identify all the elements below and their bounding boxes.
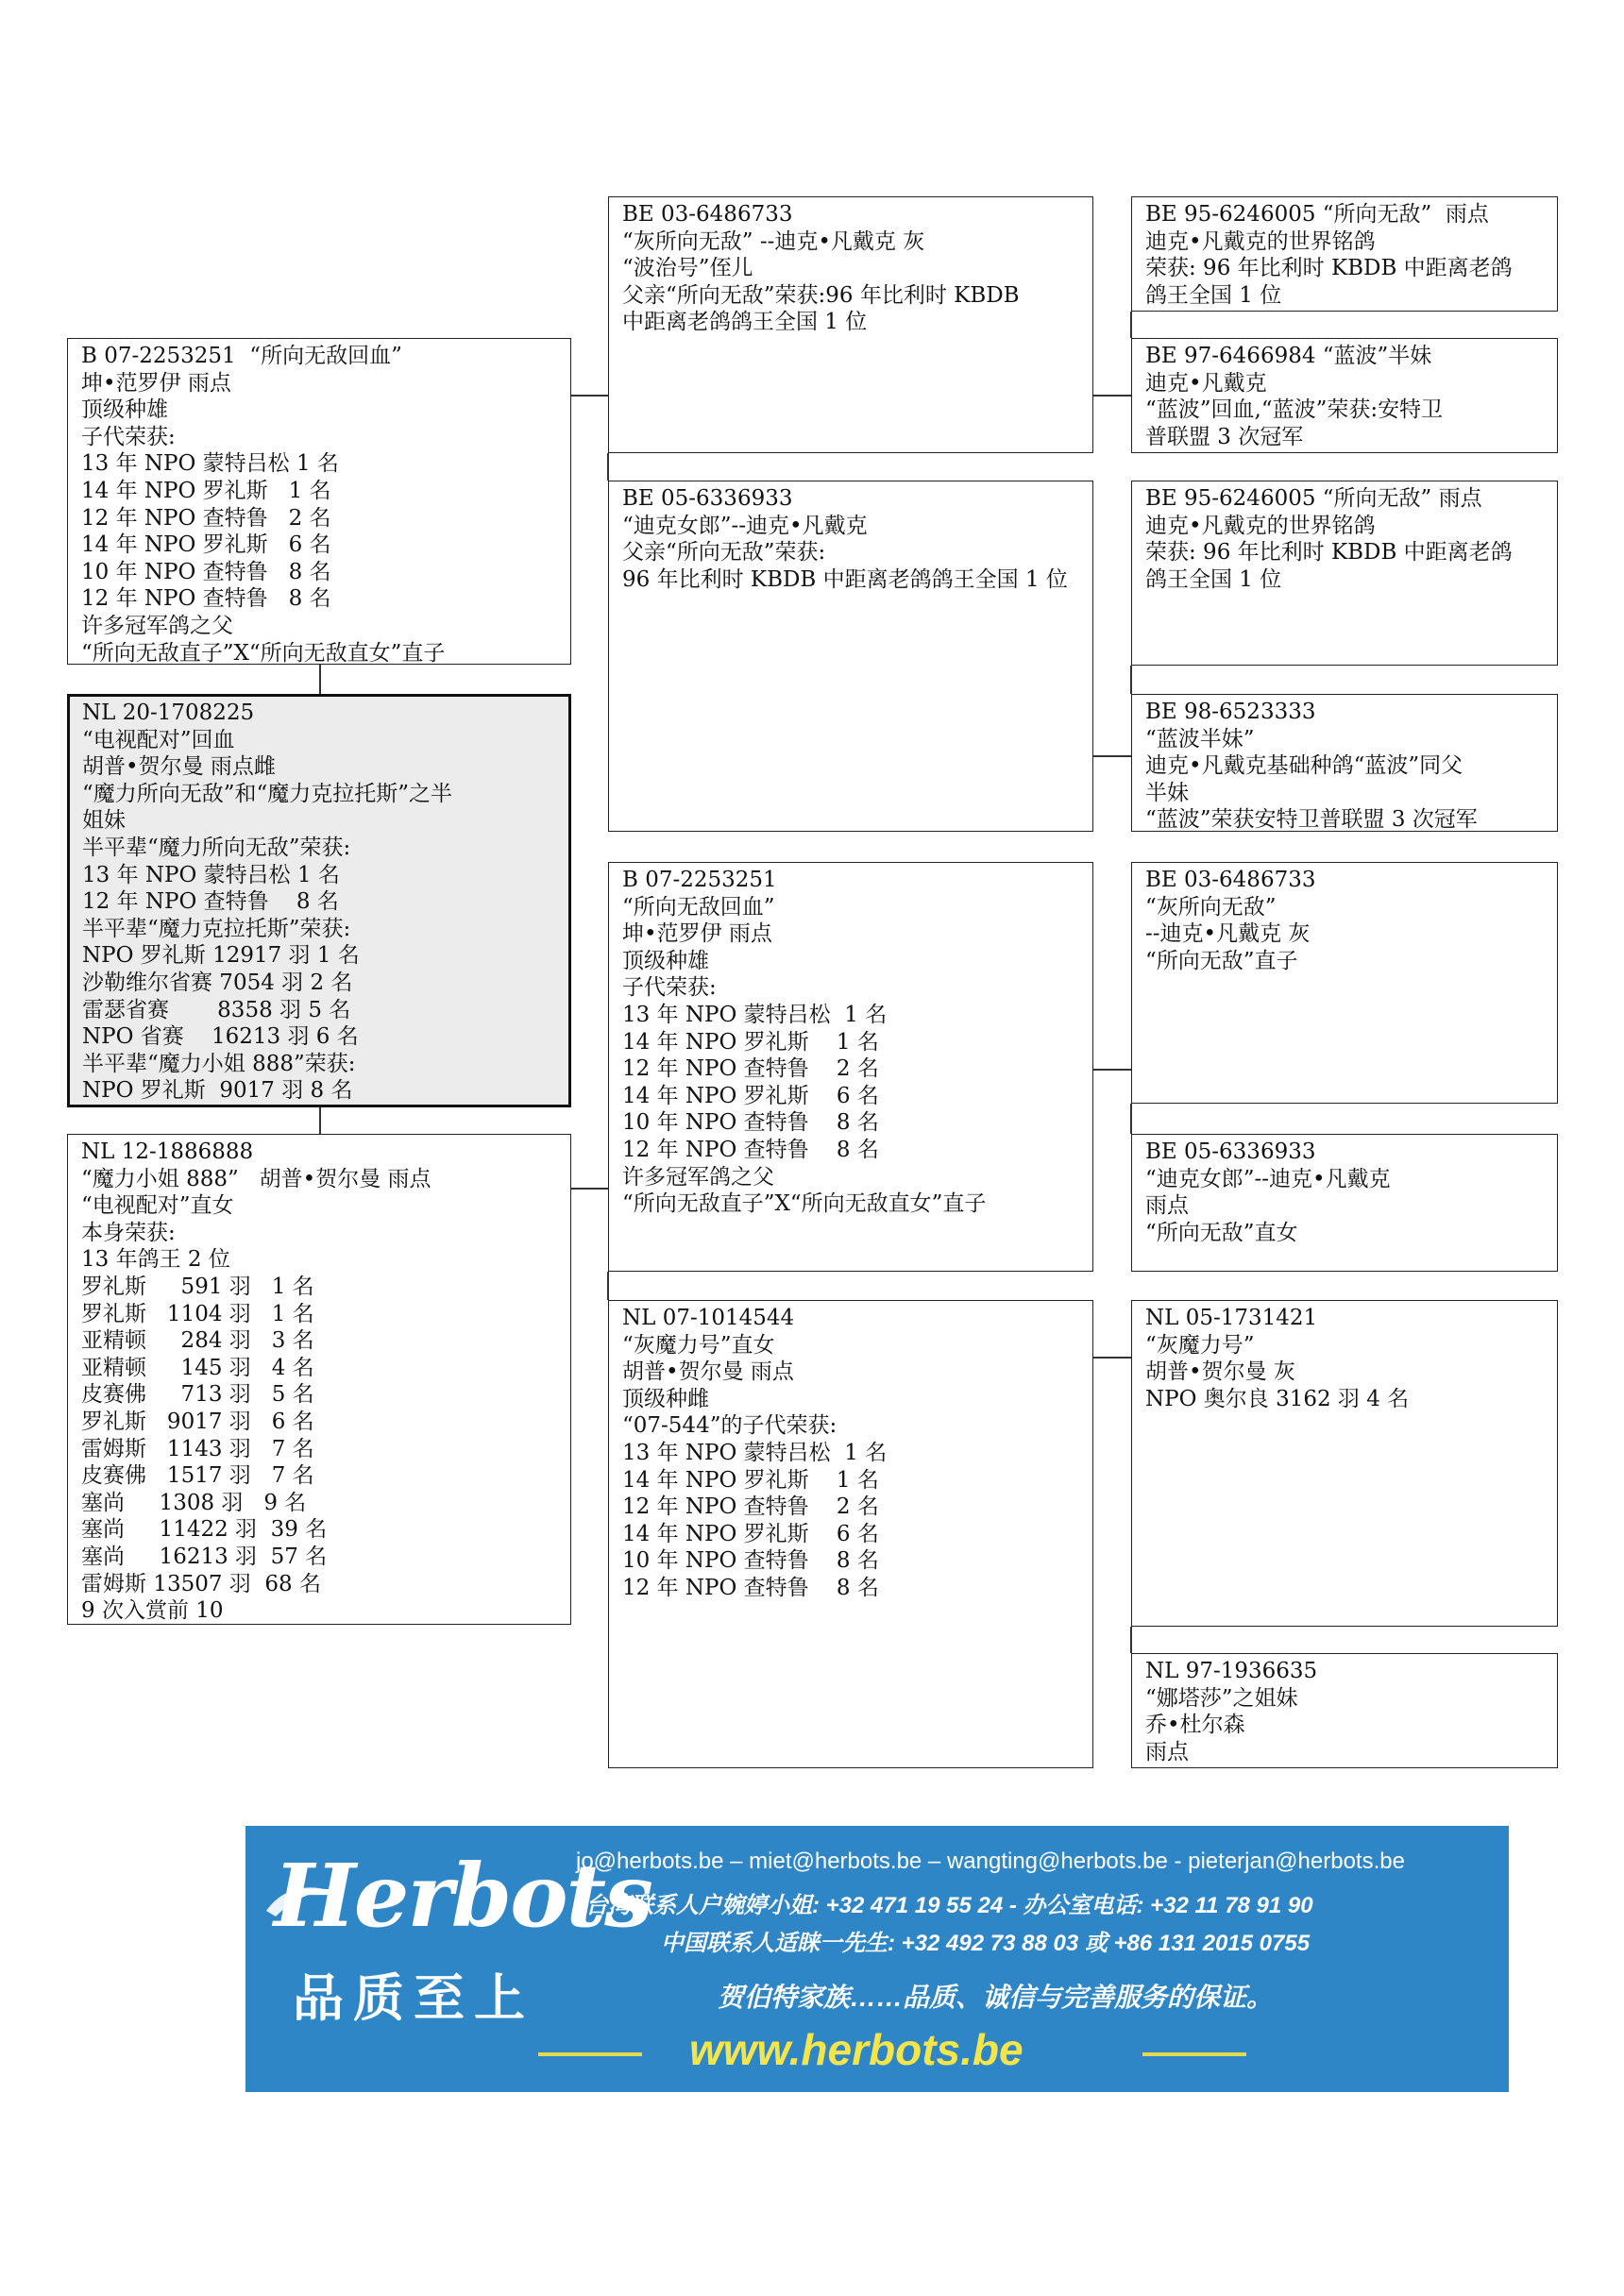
banner-tagline: 贺伯特家族……品质、诚信与完善服务的保证。 [718,1983,1274,2012]
banner-contact-taiwan: 台湾联系人户婉婷小姐: +32 471 19 55 24 - 办公室电话: +32 11 78 91 90 [585,1893,1313,1918]
pedigree-line: 顶级种雄 [622,948,709,973]
pedigree-line: 乔•杜尔森 [1145,1713,1245,1738]
pedigree-line: “所向无敌”直女 [1145,1220,1298,1245]
pedigree-line: BE 95-6246005 “所向无敌” 雨点 [1145,202,1489,227]
pedigree-line: BE 98-6523333 [1145,700,1316,724]
pedigree-line: 雷姆斯 1143 羽 7 名 [81,1436,314,1461]
pedigree-line: 雨点 [1145,1193,1189,1219]
pedigree-line: “灰所向无敌” --迪克•凡戴克 灰 [622,228,925,254]
pedigree-line: NPO 奥尔良 3162 羽 4 名 [1145,1386,1410,1411]
herbots-logo: Herbots [274,1845,651,1947]
decor-line-right [1142,2052,1246,2056]
banner-contact-china: 中国联系人适睐一先生: +32 492 73 88 03 或 +86 131 2015 0755 [661,1931,1311,1956]
pedigree-line: 12 年 NPO 查特鲁 8 名 [622,1575,879,1600]
pedigree-line: BE 95-6246005 “所向无敌” 雨点 [1145,486,1482,511]
pedigree-box-gen3-2 [1131,338,1558,453]
banner-slogan: 品质至上 [293,1970,534,2027]
pedigree-line: 13 年 NPO 蒙特吕松 1 名 [82,862,340,887]
pedigree-line: 子代荣获: [622,975,717,1001]
pedigree-line: 许多冠军鸽之父 [81,613,233,638]
pedigree-line: “蓝波”回血,“蓝波”荣获:安特卫 [1145,397,1444,423]
pedigree-line: 普联盟 3 次冠军 [1145,424,1304,449]
pedigree-line: 10 年 NPO 查特鲁 8 名 [81,559,331,584]
pedigree-line: 塞尚 1308 羽 9 名 [81,1490,307,1515]
pedigree-line: 皮赛佛 713 羽 5 名 [81,1382,314,1408]
connector-line [1093,1357,1131,1359]
herbots-banner [245,1826,1509,2092]
connector-line [571,1188,608,1190]
pedigree-box-gen3-7 [1131,1300,1558,1627]
pedigree-line: 许多冠军鸽之父 [622,1164,774,1190]
pedigree-line: “魔力小姐 888” 胡普•贺尔曼 雨点 [81,1166,431,1191]
pedigree-line: NL 05-1731421 [1145,1306,1318,1330]
connector-line [607,1272,609,1300]
pedigree-line: 10 年 NPO 查特鲁 8 名 [622,1548,879,1574]
pedigree-line: 13 年 NPO 蒙特吕松 1 名 [622,1440,888,1465]
pedigree-line: BE 05-6336933 [622,486,793,511]
pedigree-line: 姐妹 [82,808,126,834]
pedigree-line: 雷瑟省赛 8358 羽 5 名 [82,997,351,1022]
connector-line [1093,1069,1131,1071]
pedigree-line: 10 年 NPO 查特鲁 8 名 [622,1110,879,1136]
pedigree-line: 12 年 NPO 查特鲁 2 名 [622,1494,879,1520]
pedigree-line: 罗礼斯 591 羽 1 名 [81,1274,314,1299]
decor-line-left [538,2052,642,2056]
pedigree-line: 半妹 [1145,780,1189,805]
pedigree-box-dam [67,1134,571,1625]
pedigree-line: --迪克•凡戴克 灰 [1145,921,1311,947]
pedigree-line: 鸽王全国 1 位 [1145,282,1282,308]
pedigree-line: B 07-2253251 [622,868,777,892]
pedigree-line: 迪克•凡戴克的世界铭鸽 [1145,513,1376,538]
pedigree-box-gen3-6 [1131,1134,1558,1272]
banner-website-link[interactable]: www.herbots.be [689,2025,1023,2074]
pedigree-line: 14 年 NPO 罗礼斯 1 名 [622,1029,879,1055]
connector-line [319,1107,321,1134]
pedigree-line: 顶级种雌 [622,1386,709,1411]
pedigree-line: 胡普•贺尔曼 雨点雌 [82,754,276,780]
connector-line [1130,1104,1132,1134]
pedigree-line: 塞尚 16213 羽 57 名 [81,1544,328,1569]
pedigree-line: 塞尚 11422 羽 39 名 [81,1517,328,1543]
pedigree-line: 父亲“所向无敌”荣获: [622,540,826,566]
connector-line [1130,312,1132,338]
pedigree-line: “娜塔莎”之姐妹 [1145,1685,1298,1711]
pedigree-line: 荣获: 96 年比利时 KBDB 中距离老鸽 [1145,256,1513,281]
connector-line [1130,1627,1132,1653]
pedigree-line: 13 年 NPO 蒙特吕松 1 名 [81,451,339,477]
pedigree-box-gen3-4 [1131,694,1558,832]
pedigree-line: 罗礼斯 1104 羽 1 名 [81,1301,314,1326]
pedigree-line: NL 12-1886888 [81,1140,254,1164]
pedigree-line: BE 03-6486733 [622,202,793,227]
pedigree-line: 9 次入赏前 10 [81,1598,224,1624]
pedigree-line: 荣获: 96 年比利时 KBDB 中距离老鸽 [1145,540,1513,566]
pedigree-line: 鸽王全国 1 位 [1145,566,1282,592]
pedigree-line: 12 年 NPO 查特鲁 8 名 [82,889,339,915]
pedigree-line: 父亲“所向无敌”荣获:96 年比利时 KBDB [622,282,1020,308]
pedigree-line: 13 年鸽王 2 位 [81,1247,230,1273]
pedigree-line: 12 年 NPO 查特鲁 8 名 [81,586,331,612]
pedigree-box-sire-sire [608,196,1093,453]
connector-line [607,453,609,481]
pedigree-line: NL 97-1936635 [1145,1659,1318,1683]
pedigree-box-gen3-1 [1131,196,1558,312]
pedigree-line: “所向无敌”直子 [1145,948,1298,973]
pedigree-line: 14 年 NPO 罗礼斯 6 名 [81,532,331,558]
connector-line [1093,755,1131,757]
pedigree-line: 本身荣获: [81,1220,176,1245]
pedigree-box-subject [67,694,571,1107]
pedigree-line: “电视配对”直女 [81,1193,234,1219]
pedigree-line: “波治号”侄儿 [622,256,753,281]
pedigree-line: 亚精顿 284 羽 3 名 [81,1328,314,1354]
pedigree-box-dam-sire [608,862,1093,1272]
pedigree-line: 雨点 [1145,1739,1189,1764]
pedigree-line: BE 97-6466984 “蓝波”半妹 [1145,344,1432,368]
pedigree-line: 14 年 NPO 罗礼斯 6 名 [622,1083,879,1108]
pedigree-line: NPO 罗礼斯 9017 羽 8 名 [82,1078,353,1104]
pedigree-box-dam-dam [608,1300,1093,1768]
pedigree-line: 迪克•凡戴克基础种鸽“蓝波”同父 [1145,753,1463,779]
pedigree-line: 罗礼斯 9017 羽 6 名 [81,1409,314,1434]
pedigree-line: “灰所向无敌” [1145,894,1277,920]
pedigree-line: 半平辈“魔力克拉托斯”荣获: [82,916,351,941]
pedigree-line: NL 20-1708225 [82,701,255,725]
pedigree-line: “07-544”的子代荣获: [622,1413,837,1439]
pedigree-line: 12 年 NPO 查特鲁 2 名 [622,1056,879,1082]
connector-line [1130,666,1132,694]
pedigree-line: 子代荣获: [81,424,176,449]
pedigree-line: “迪克女郎”--迪克•凡戴克 [1145,1166,1391,1191]
pedigree-line: 14 年 NPO 罗礼斯 1 名 [81,478,331,503]
pedigree-line: BE 05-6336933 [1145,1140,1316,1164]
pedigree-line: 中距离老鸽鸽王全国 1 位 [622,310,868,335]
pedigree-line: 沙勒维尔省赛 7054 羽 2 名 [82,970,353,995]
pedigree-line: 96 年比利时 KBDB 中距离老鸽鸽王全国 1 位 [622,566,1068,592]
pedigree-line: NL 07-1014544 [622,1306,795,1330]
pedigree-line: “迪克女郎”--迪克•凡戴克 [622,513,868,538]
pedigree-box-gen3-5 [1131,862,1558,1104]
pedigree-line: 迪克•凡戴克 [1145,370,1267,396]
pedigree-line: 皮赛佛 1517 羽 7 名 [81,1463,314,1489]
pedigree-line: NPO 省赛 16213 羽 6 名 [82,1024,359,1050]
pedigree-line: 迪克•凡戴克的世界铭鸽 [1145,228,1376,254]
pedigree-line: “魔力所向无敌”和“魔力克拉托斯”之半 [82,781,453,806]
pedigree-line: 半平辈“魔力小姐 888”荣获: [82,1051,356,1076]
pedigree-box-sire [67,338,571,665]
pedigree-box-gen3-8 [1131,1653,1558,1768]
pedigree-line: 雷姆斯 13507 羽 68 名 [81,1571,321,1596]
pedigree-line: “蓝波”荣获安特卫普联盟 3 次冠军 [1145,807,1478,832]
pedigree-line: “所向无敌直子”X“所向无敌直女”直子 [81,640,446,665]
pedigree-line: 14 年 NPO 罗礼斯 6 名 [622,1521,879,1546]
banner-emails[interactable]: jo@herbots.be – miet@herbots.be – wangting@herbots.be - pieterjan@herbots.be [576,1849,1405,1874]
pedigree-line: “电视配对”回血 [82,727,235,752]
pedigree-line: “所向无敌回血” [622,894,775,920]
pedigree-line: 12 年 NPO 查特鲁 8 名 [622,1137,879,1162]
pedigree-line: 顶级种雄 [81,397,168,423]
pedigree-box-gen3-3 [1131,481,1558,666]
pedigree-line: “灰魔力号”直女 [622,1332,775,1358]
pedigree-line: B 07-2253251 “所向无敌回血” [81,344,402,368]
pedigree-line: 坤•范罗伊 雨点 [81,370,231,396]
pedigree-line: 13 年 NPO 蒙特吕松 1 名 [622,1002,888,1027]
connector-line [571,395,608,397]
pedigree-line: 胡普•贺尔曼 雨点 [622,1359,794,1385]
connector-line [319,665,321,694]
pedigree-box-sire-dam [608,481,1093,832]
pedigree-line: “灰魔力号” [1145,1332,1255,1358]
pedigree-line: “所向无敌直子”X“所向无敌直女”直子 [622,1191,987,1217]
pedigree-line: “蓝波半妹” [1145,726,1255,751]
pedigree-line: 亚精顿 145 羽 4 名 [81,1355,314,1380]
pedigree-line: BE 03-6486733 [1145,868,1316,892]
pedigree-line: 14 年 NPO 罗礼斯 1 名 [622,1467,879,1493]
pedigree-line: 坤•范罗伊 雨点 [622,921,772,947]
pedigree-line: 半平辈“魔力所向无敌”荣获: [82,835,351,860]
connector-line [1093,395,1131,397]
pedigree-line: 12 年 NPO 查特鲁 2 名 [81,505,331,531]
pedigree-line: 胡普•贺尔曼 灰 [1145,1359,1295,1385]
pedigree-line: NPO 罗礼斯 12917 羽 1 名 [82,943,360,969]
